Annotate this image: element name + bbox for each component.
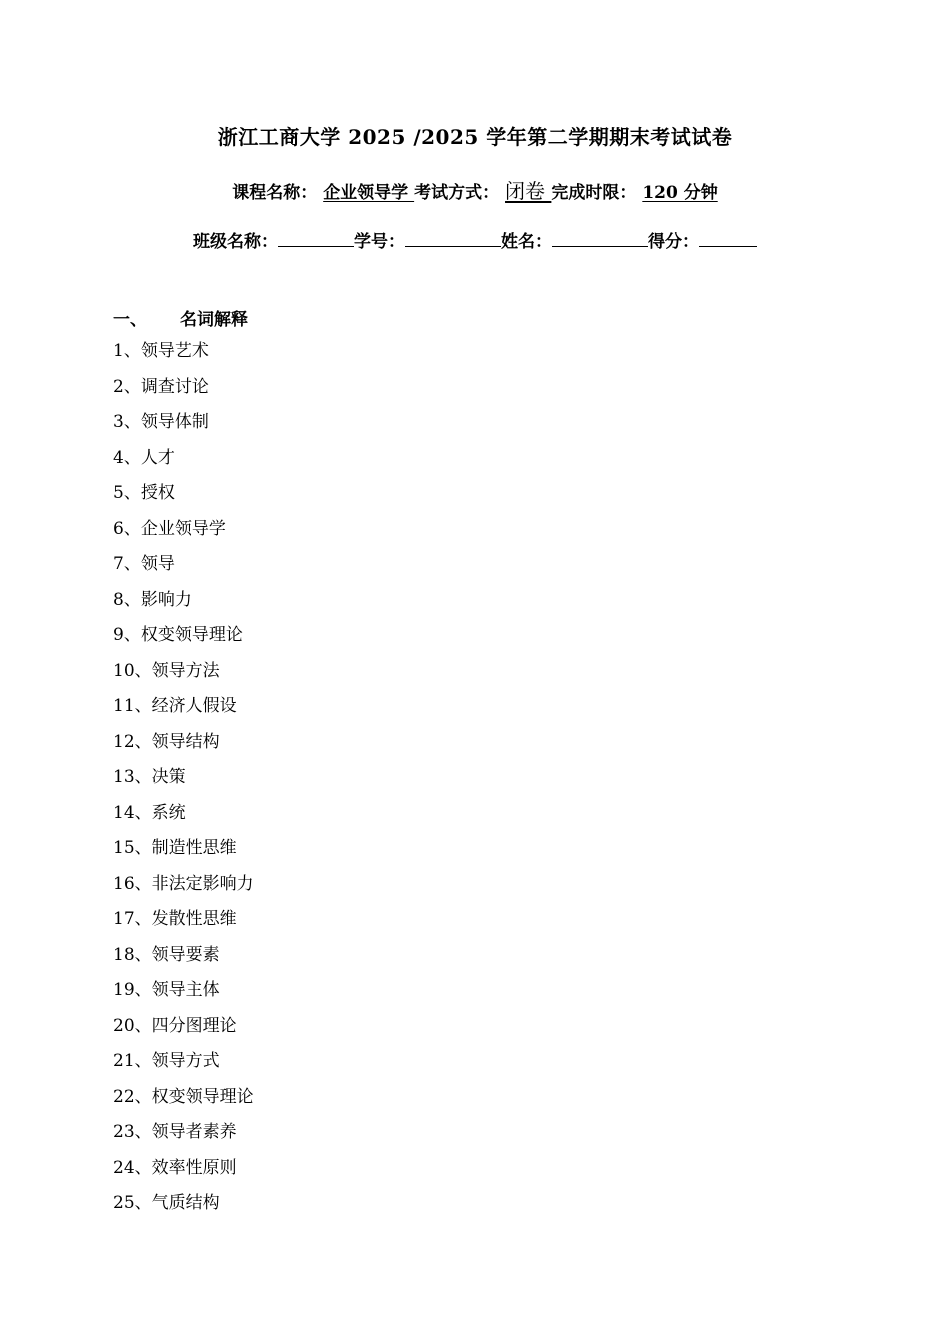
student-id-label: 学号：: [354, 232, 405, 252]
list-item: 15、制造性思维: [113, 838, 237, 858]
course-name-label: 课程名称：: [232, 183, 318, 203]
section-title: 名词解释: [180, 310, 248, 330]
course-name-value: 企业领导学: [323, 183, 415, 203]
list-item: 23、领导者素养: [113, 1122, 237, 1142]
student-name-label: 姓名：: [501, 232, 552, 252]
list-item: 2、调查讨论: [113, 376, 209, 397]
class-name-label: 班级名称：: [193, 232, 278, 252]
list-item: 11、经济人假设: [113, 696, 237, 716]
time-limit-value: 120 分钟: [642, 183, 718, 203]
list-item: 14、系统: [113, 802, 186, 823]
student-name-blank: [552, 232, 648, 247]
term-list: [113, 338, 254, 1226]
student-id-blank: [405, 232, 501, 247]
exam-mode-value: 闭卷: [505, 179, 552, 203]
list-item: 18、领导要素: [113, 944, 220, 965]
list-item: 13、决策: [113, 767, 186, 787]
list-item: 16、非法定影响力: [113, 873, 254, 894]
list-item: 5、授权: [113, 483, 175, 503]
list-item: 10、领导方法: [113, 660, 220, 681]
list-item: 9、权变领导理论: [113, 625, 243, 645]
list-item: 6、企业领导学: [113, 518, 226, 539]
list-item: 22、权变领导理论: [113, 1086, 254, 1107]
list-item: 20、四分图理论: [113, 1015, 237, 1036]
list-item: 19、领导主体: [113, 980, 220, 1000]
section-number: 一、: [113, 310, 147, 330]
list-item: 3、领导体制: [113, 412, 209, 432]
list-item: 12、领导结构: [113, 731, 220, 752]
list-item: 25、气质结构: [113, 1193, 220, 1213]
section-heading: [113, 305, 248, 330]
list-item: 4、人才: [113, 447, 175, 468]
score-blank: [699, 232, 757, 247]
list-item: 1、领导艺术: [113, 341, 209, 361]
class-name-blank: [278, 232, 354, 247]
exam-title: 浙江工商大学 2025 /2025 学年第二学期期末考试试卷: [217, 125, 733, 149]
time-limit-label: 完成时限：: [551, 183, 637, 203]
list-item: 24、效率性原则: [113, 1157, 237, 1178]
list-item: 17、发散性思维: [113, 909, 237, 929]
list-item: 21、领导方式: [113, 1051, 220, 1071]
course-info-line: [0, 175, 950, 204]
exam-mode-label: 考试方式：: [414, 183, 500, 203]
list-item: 8、影响力: [113, 589, 192, 610]
list-item: 7、领导: [113, 554, 175, 574]
student-info-line: [0, 227, 950, 252]
score-label: 得分：: [648, 232, 699, 252]
